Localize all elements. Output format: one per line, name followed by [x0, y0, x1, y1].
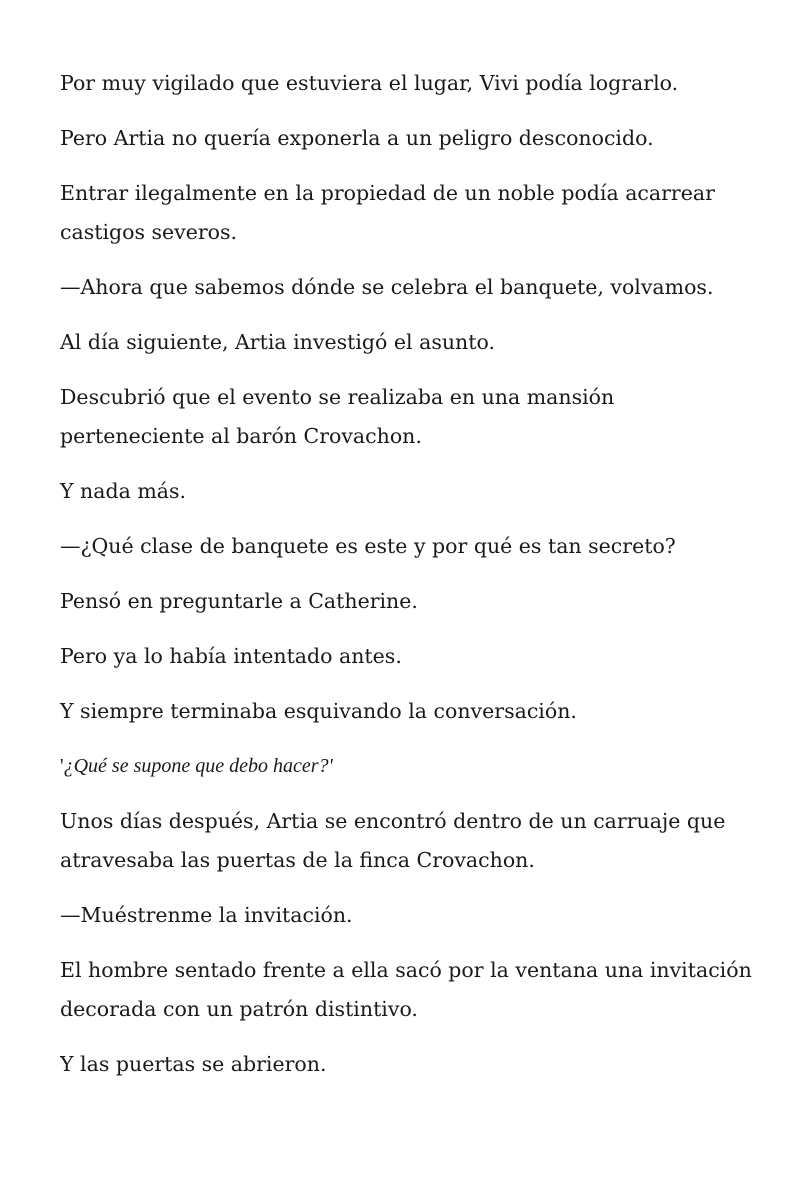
paragraph: Pero ya lo había intentado antes. [60, 644, 402, 668]
thought-text: ¿Qué se supone que debo hacer?' [63, 755, 333, 777]
document-page [60, 64, 760, 1100]
paragraph: Y siempre terminaba esquivando la conversación. [60, 699, 577, 723]
paragraph: Y las puertas se abrieron. [60, 1052, 327, 1076]
paragraph: Descubrió que el evento se realizaba en una mansión perteneciente al barón Crovachon. [60, 385, 615, 448]
dialogue-paragraph: —¿Qué clase de banquete es este y por qué es tan secreto? [60, 534, 676, 558]
paragraph: Pero Artia no quería exponerla a un peligro desconocido. [60, 126, 654, 150]
paragraph: Al día siguiente, Artia investigó el asunto. [60, 330, 495, 354]
paragraph: El hombre sentado frente a ella sacó por la ventana una invitación decorada con un patrón distintivo. [60, 958, 752, 1021]
paragraph: Y nada más. [60, 479, 187, 503]
dialogue-paragraph: —Muéstrenme la invitación. [60, 903, 353, 927]
paragraph: Por muy vigilado que estuviera el lugar, Vivi podía lograrlo. [60, 71, 679, 95]
dialogue-paragraph: —Ahora que sabemos dónde se celebra el banquete, volvamos. [60, 275, 714, 299]
paragraph: Unos días después, Artia se encontró dentro de un carruaje que atravesaba las puertas de la finca Crovachon. [60, 809, 726, 872]
inner-thought-paragraph [60, 747, 760, 786]
thought-open-quote: ' [60, 755, 64, 777]
paragraph: Pensó en preguntarle a Catherine. [60, 589, 418, 613]
paragraph: Entrar ilegalmente en la propiedad de un noble podía acarrear castigos severos. [60, 181, 715, 244]
